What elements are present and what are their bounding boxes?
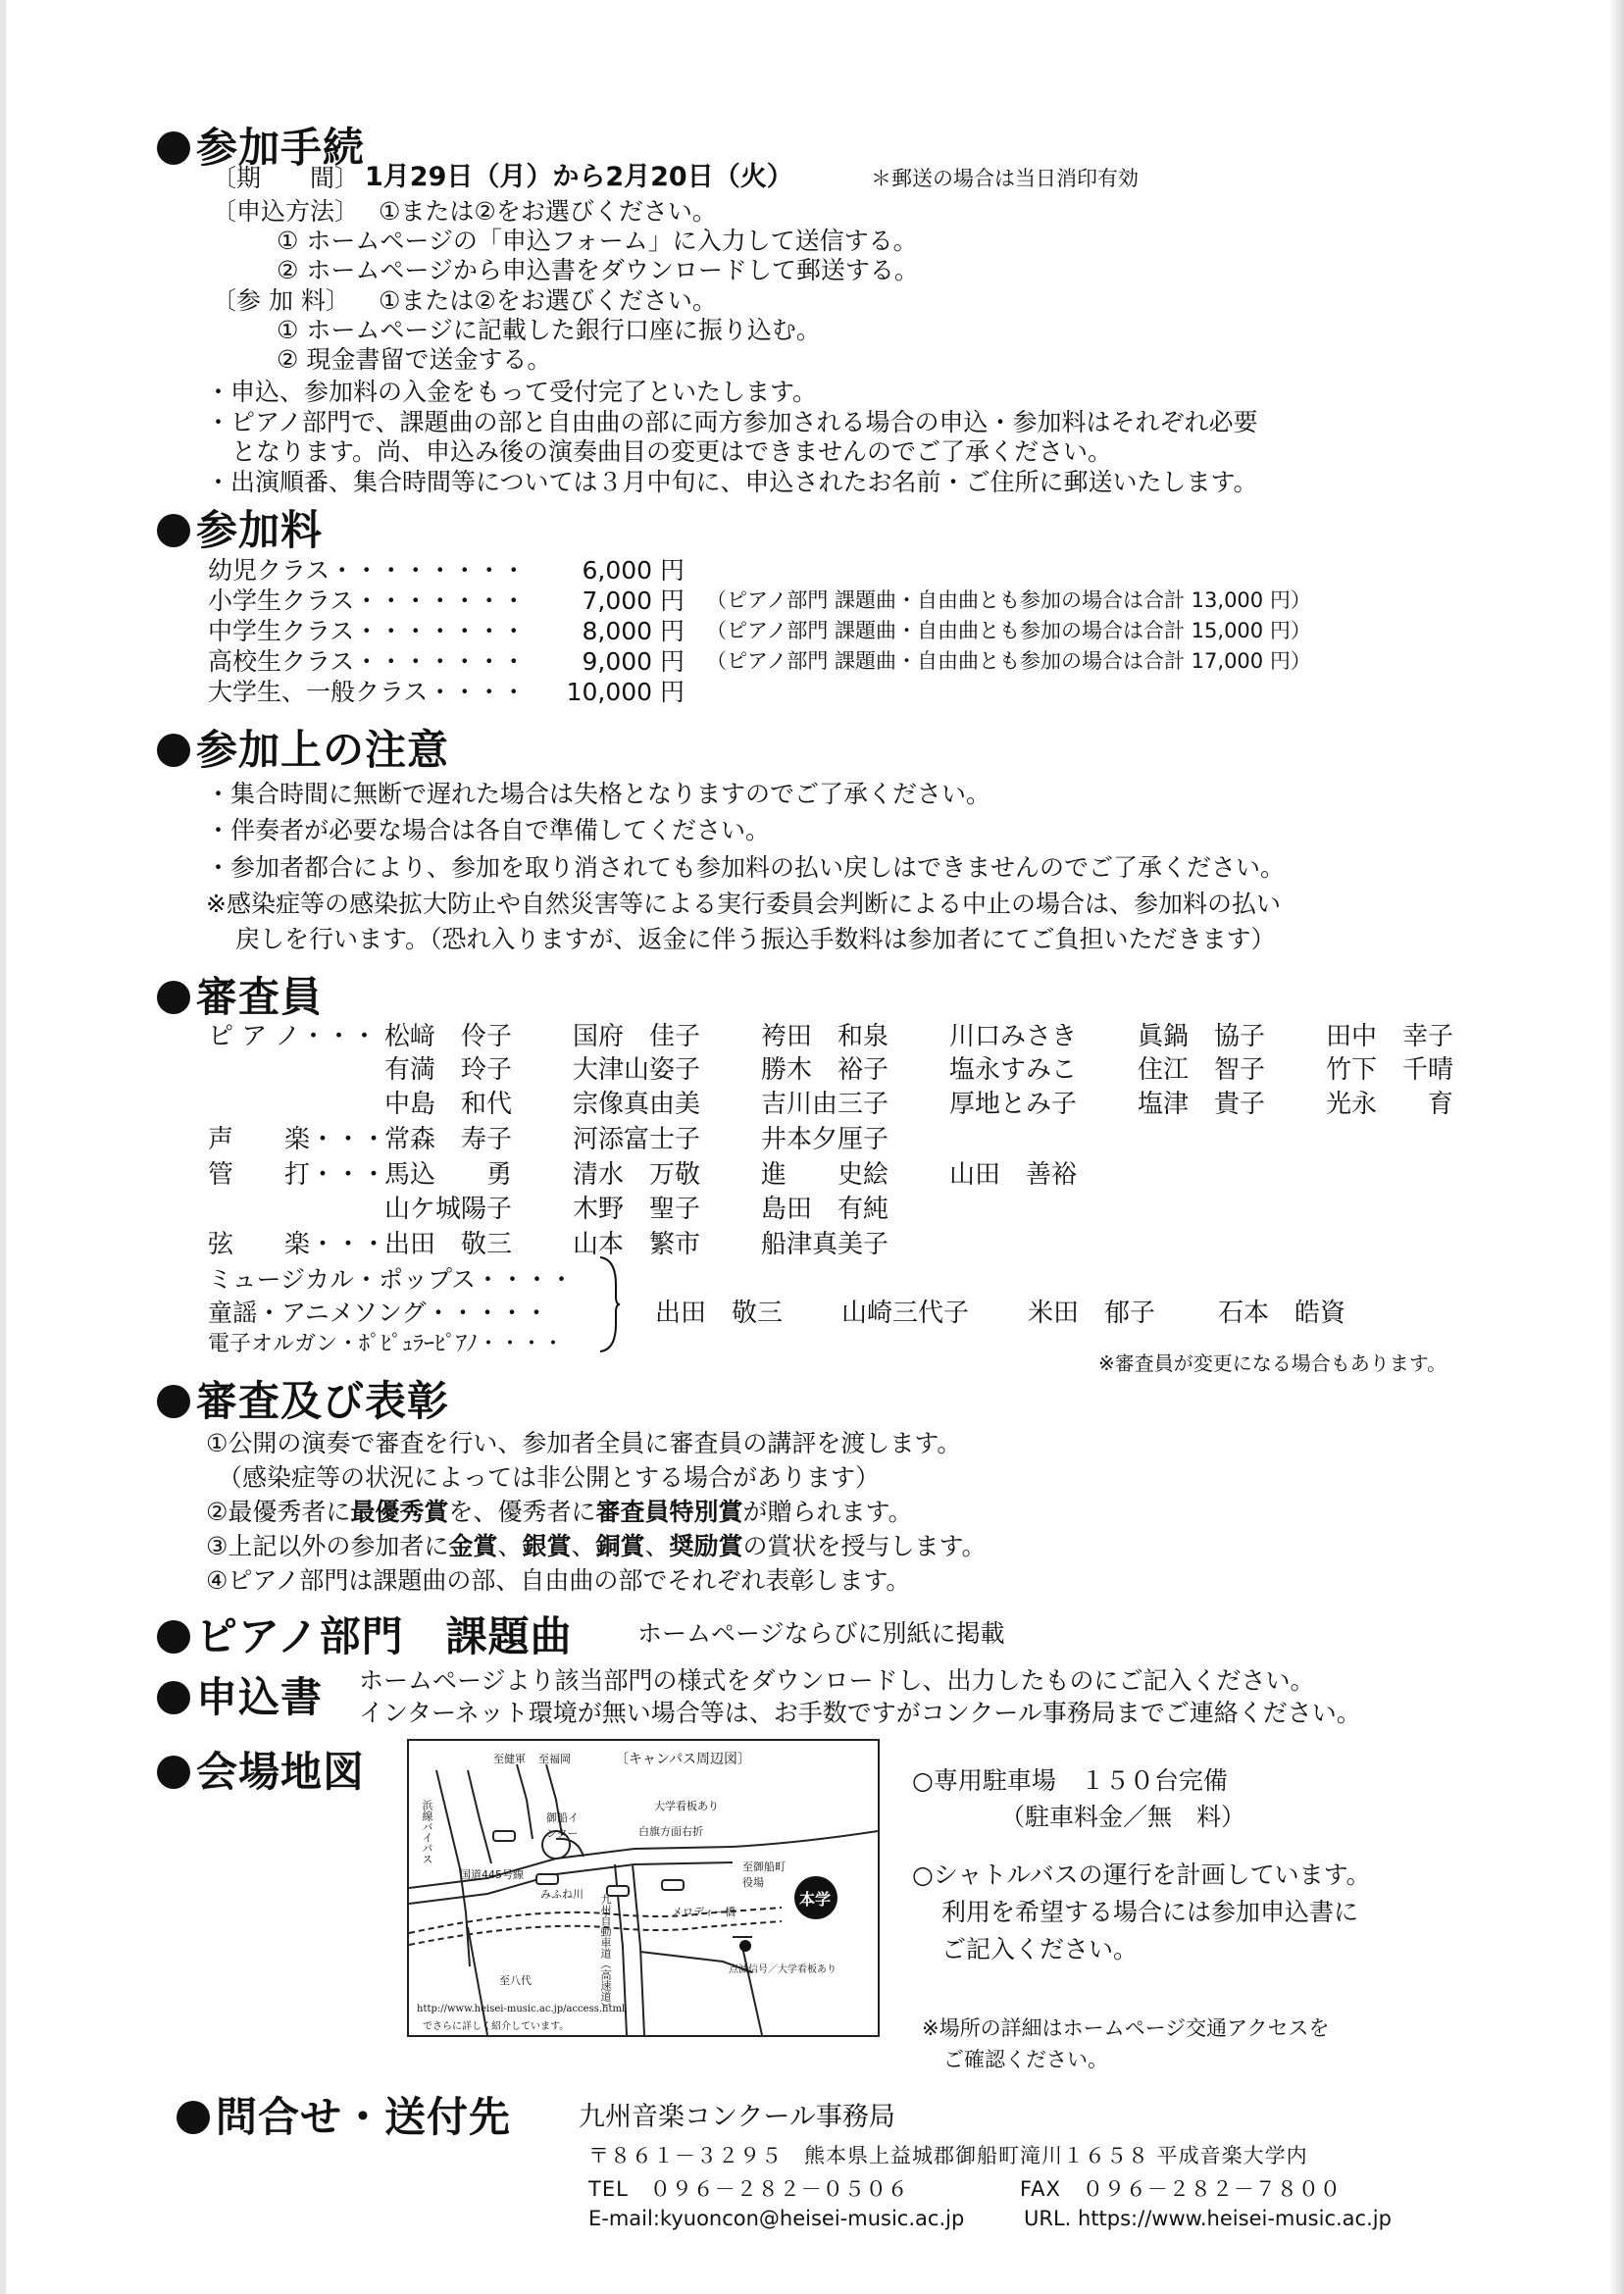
map-info-2: ○シャトルバスの運行を計画しています。 (912, 1861, 1371, 1889)
caution-line-3: ・参加者都合により、参加を取り消されても参加料の払い戻しはできませんのでご了承ください。 (206, 853, 1286, 882)
map-label-route: 国道445号線 (460, 1868, 524, 1881)
bullet-dot-icon (157, 734, 190, 767)
contact-heading: 問合せ・送付先 (177, 2085, 511, 2144)
map-label-kenkun: 至健軍 (493, 1753, 526, 1765)
fee-note: （ピアノ部門 課題曲・自由曲とも参加の場合は合計 15,000 円） (706, 619, 1311, 642)
piece-text: ホームページならびに別紙に掲載 (637, 1619, 1005, 1648)
judge-category-label: 管 打・・・ (208, 1160, 387, 1190)
fee-label: 〔参 加 料〕 (212, 286, 350, 315)
scan-edge-right (1610, 0, 1624, 2294)
judge-category-label: 弦 楽・・・ (208, 1230, 387, 1259)
judge-name: 松﨑 伶子 (384, 1022, 513, 1051)
fee-1: ① ホームページに記載した銀行口座に振り込む。 (277, 316, 821, 344)
bullet-dot-icon (157, 1385, 190, 1418)
entry-heading: 参加手続 (157, 116, 365, 175)
method-2: ② ホームページから申込書をダウンロードして郵送する。 (277, 256, 919, 284)
judge-category-label: 童謡・アニメソング・・・・・ (208, 1299, 549, 1327)
map-label-mifunegawa: みふね川 (540, 1888, 584, 1901)
fee-note: （ピアノ部門 課題曲・自由曲とも参加の場合は合計 17,000 円） (706, 649, 1311, 673)
map-info-2b: 利用を希望する場合には参加申込書に (941, 1898, 1359, 1926)
judge-category-label: ミュージカル・ポップス・・・・ (208, 1265, 575, 1294)
judge-name: 袴田 和泉 (761, 1022, 889, 1051)
map-label-campus: 本学 (799, 1890, 832, 1909)
map-label-fukuoka: 至福岡 (538, 1753, 571, 1765)
judge-name: 山ケ城陽子 (384, 1195, 513, 1224)
piece-heading: ピアノ部門 課題曲 (157, 1605, 573, 1663)
judge-name: 勝木 裕子 (761, 1055, 889, 1085)
judge-name: 河添富士子 (573, 1125, 701, 1154)
map-info-1b: （駐車料金／無 料） (1000, 1803, 1246, 1831)
review-line-1b: （感染症等の状況によっては非公開とする場合があります） (218, 1463, 881, 1492)
caution-line-4b: 戻しを行います。（恐れ入りますが、返金に伴う振込手数料は参加者にてご負担いただきます） (235, 925, 1276, 953)
map-info-1: ○専用駐車場 １５０台完備 (912, 1766, 1228, 1795)
fee-amount: 10,000 円 (566, 678, 685, 706)
contact-email[interactable]: E-mail:kyuoncon@heisei-music.ac.jp (588, 2207, 965, 2230)
method-1: ① ホームページの「申込フォーム」に入力して送信する。 (277, 227, 918, 255)
fee-class-label: 小学生クラス・・・・・・・ (208, 586, 527, 615)
map-label-bypass: 浜線バイパス (421, 1800, 433, 1864)
judge-category-label: 電子オルガン・ﾎﾟﾋﾟｭﾗｰﾋﾟｱﾉ・・・・ (208, 1332, 565, 1356)
judge-name: 宗像真由美 (573, 1090, 701, 1119)
judges-note: ※審査員が変更になる場合もあります。 (1098, 1351, 1447, 1375)
contact-address: 〒８６１－３２９５ 熊本県上益城郡御船町滝川１６５８ 平成音楽大学内 (588, 2144, 1308, 2167)
judges-brace (598, 1255, 620, 1353)
bullet-dot-icon (157, 1620, 190, 1654)
judge-name: 船津真美子 (761, 1230, 889, 1259)
fee-amount: 6,000 円 (582, 556, 685, 585)
fee-class-label: 大学生、一般クラス・・・・ (208, 678, 527, 706)
caution-line-1: ・集合時間に無断で遅れた場合は失格となりますのでご了承ください。 (206, 780, 991, 808)
judge-category-label: 声 楽・・・ (208, 1125, 387, 1154)
judge-name: 住江 智子 (1138, 1055, 1266, 1085)
map-label-mifune-office: 至御船町役場 (742, 1861, 786, 1889)
method-label: 〔申込方法〕 (212, 197, 360, 226)
fee-note: （ピアノ部門 課題曲・自由曲とも参加の場合は合計 13,000 円） (706, 588, 1311, 612)
judge-name: 有満 玲子 (384, 1055, 513, 1085)
map-url: http://www.heisei-music.ac.jp/access.html (417, 2004, 626, 2014)
caution-heading: 参加上の注意 (157, 718, 449, 777)
judge-name: 大津山姿子 (573, 1055, 701, 1085)
fee-class-label: 中学生クラス・・・・・・・ (208, 617, 527, 645)
contact-org: 九州音楽コンクール事務局 (579, 2102, 895, 2132)
judge-category-label: ピ ア ノ・・・ (208, 1022, 378, 1051)
judge-name: 塩永すみこ (949, 1055, 1078, 1085)
judge-name: 国府 佳子 (573, 1022, 701, 1051)
method-intro: ①または②をお選びください。 (379, 197, 717, 226)
judges-heading: 審査員 (157, 965, 323, 1024)
judge-name: 眞鍋 協子 (1138, 1022, 1266, 1051)
judge-name: 木野 聖子 (573, 1195, 701, 1224)
entry-bullet-1: ・申込、参加料の入金をもって受付完了といたします。 (206, 378, 818, 406)
judge-name: 進 史絵 (761, 1160, 889, 1190)
judge-name: 川口みさき (949, 1022, 1078, 1051)
judge-name: 厚地とみ子 (949, 1090, 1078, 1119)
entry-bullet-2b: となります。尚、申込み後の演奏曲目の変更はできませんのでご了承ください。 (231, 437, 1113, 466)
judge-name: 井本夕厘子 (761, 1125, 889, 1154)
fee-amount: 7,000 円 (582, 586, 685, 615)
entry-bullet-3: ・出演順番、集合時間等については３月中旬に、申込されたお名前・ご住所に郵送いたします。 (206, 468, 1258, 496)
judge-name: 常森 寿子 (384, 1125, 513, 1154)
map-heading: 会場地図 (157, 1740, 365, 1799)
judge-name: 塩津 貴子 (1138, 1090, 1266, 1119)
judge-name: 光永 育 (1326, 1090, 1454, 1119)
judge-name: 竹下 千晴 (1326, 1055, 1454, 1085)
bullet-dot-icon (157, 1681, 190, 1714)
judge-name: 山崎三代子 (841, 1299, 970, 1328)
review-line-3: ③上記以外の参加者に金賞、銀賞、銅賞、奨励賞の賞状を授与します。 (206, 1532, 987, 1560)
scan-edge-left (0, 0, 6, 2294)
fee-heading: 参加料 (157, 498, 323, 557)
judge-name: 田中 幸子 (1326, 1022, 1454, 1051)
map-note-1: ※場所の詳細はホームページ交通アクセスを (922, 2016, 1330, 2040)
map-info-2c: ご記入ください。 (941, 1935, 1139, 1963)
campus-map (407, 1739, 880, 2037)
review-line-1: ①公開の演奏で審査を行い、参加者全員に審査員の講評を渡します。 (206, 1429, 962, 1457)
judge-name: 山本 繁市 (573, 1230, 701, 1259)
map-label-yatsushiro: 至八代 (499, 1974, 532, 1987)
form-line-1: ホームページより該当部門の様式をダウンロードし、出力したものにご記入ください。 (359, 1666, 1315, 1695)
map-caption: 〔キャンパス周辺図〕 (615, 1752, 752, 1767)
fee-class-label: 幼児クラス・・・・・・・・ (208, 556, 527, 585)
review-heading: 審査及び表彰 (157, 1369, 449, 1428)
judge-name: 石本 皓資 (1218, 1299, 1346, 1328)
caution-line-2: ・伴奏者が必要な場合は各自で準備してください。 (206, 816, 771, 844)
bullet-dot-icon (157, 514, 190, 547)
contact-fax: FAX ０９６－２８２－７８００ (1020, 2177, 1342, 2201)
form-heading: 申込書 (157, 1665, 323, 1724)
map-label-sign: 大学看板あり (654, 1800, 719, 1812)
period-label: 〔期 間〕 (212, 164, 360, 192)
bullet-dot-icon (157, 1756, 190, 1789)
contact-tel: TEL ０９６－２８２－０５０６ (588, 2177, 909, 2201)
judge-name: 馬込 勇 (384, 1160, 513, 1190)
period-value: 1月29日（月）から2月20日（火） (365, 162, 793, 192)
map-url-note: でさらに詳しく紹介しています。 (423, 2021, 570, 2032)
map-label-melody: メロディー橋 (672, 1906, 736, 1918)
period-note: ＊郵送の場合は当日消印有効 (871, 167, 1139, 190)
judge-name: 出田 敬三 (384, 1230, 513, 1259)
fee-amount: 8,000 円 (582, 617, 685, 645)
bullet-dot-icon (157, 981, 190, 1014)
bullet-dot-icon (177, 2101, 210, 2134)
fee-class-label: 高校生クラス・・・・・・・ (208, 647, 527, 676)
fee-2: ② 現金書留で送金する。 (277, 345, 552, 374)
bullet-dot-icon (157, 131, 190, 165)
judge-name: 米田 郁子 (1028, 1299, 1156, 1328)
judge-name: 出田 敬三 (655, 1299, 784, 1328)
map-label-mifune-ic: 御船インター (546, 1811, 579, 1840)
judge-name: 島田 有純 (761, 1195, 889, 1224)
fee-intro: ①または②をお選びください。 (379, 286, 717, 315)
contact-url[interactable]: URL. https://www.heisei-music.ac.jp (1024, 2207, 1392, 2230)
form-line-2: インターネット環境が無い場合等は、お手数ですがコンクール事務局までご連絡ください。 (359, 1699, 1361, 1727)
map-label-shiroki: 白旗方面右折 (638, 1825, 703, 1838)
judge-name: 中島 和代 (384, 1090, 513, 1119)
map-note-2: ご確認ください。 (943, 2048, 1108, 2071)
fee-amount: 9,000 円 (582, 647, 685, 676)
review-line-4: ④ピアノ部門は課題曲の部、自由曲の部でそれぞれ表彰します。 (206, 1566, 911, 1595)
review-line-2: ②最優秀者に最優秀賞を、優秀者に審査員特別賞が贈られます。 (206, 1498, 913, 1526)
map-label-signal: 点滅信号／大学看板あり (729, 1964, 837, 1975)
map-label-expressway: 九州自動車道（高速道） (599, 1894, 612, 2013)
judge-name: 清水 万敬 (573, 1160, 701, 1190)
judge-name: 吉川由三子 (761, 1090, 889, 1119)
entry-bullet-2a: ・ピアノ部門で、課題曲の部と自由曲の部に両方参加される場合の申込・参加料はそれぞれ必要 (206, 408, 1258, 436)
judge-name: 山田 善裕 (949, 1160, 1078, 1190)
caution-line-4a: ※感染症等の感染拡大防止や自然災害等による実行委員会判断による中止の場合は、参加料の払い (206, 890, 1281, 918)
